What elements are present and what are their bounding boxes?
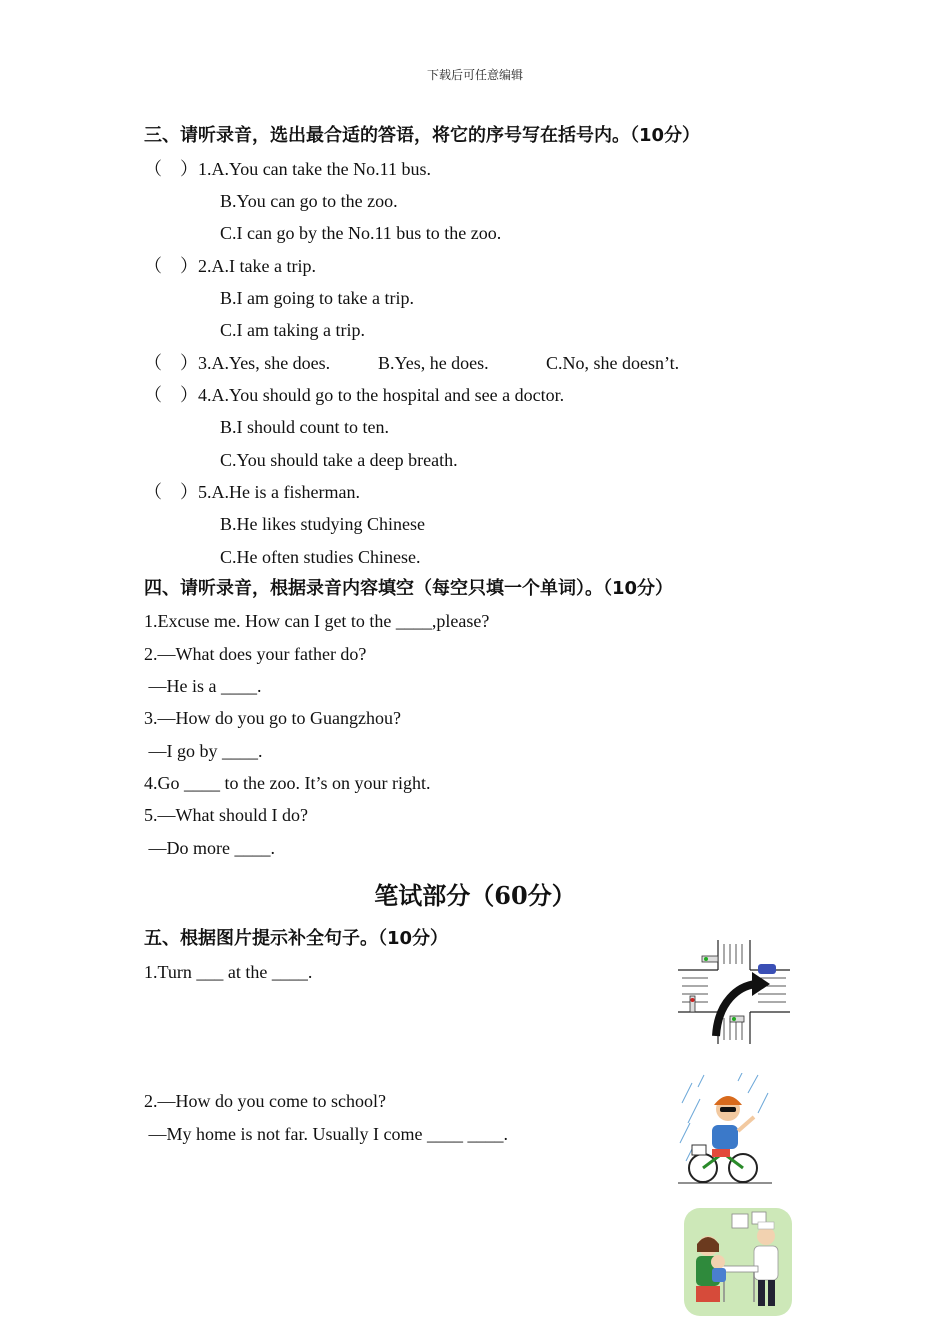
q3-option-a: （ ）3.A.Yes, she does.	[144, 353, 331, 373]
page-header-note: 下载后可任意编辑	[426, 68, 523, 82]
s4-line-1: 1.Excuse me. How can I get to the ____,please?	[144, 611, 490, 631]
written-part-title: 笔试部分（60分）	[374, 881, 576, 910]
s4-line-6: 4.Go ____ to the zoo. It’s on your right.	[144, 773, 431, 793]
q1-option-b: B.You can go to the zoo.	[220, 191, 398, 211]
doctor-with-patient-picture	[682, 1206, 794, 1318]
q5-option-b: B.He likes studying Chinese	[220, 514, 425, 534]
q2-option-c: C.I am taking a trip.	[220, 320, 365, 340]
q4-option-a: （ ）4.A.You should go to the hospital and see a doctor.	[144, 385, 565, 405]
section3-title: 三、请听录音，选出最合适的答语，将它的序号写在括号内。（10分）	[144, 125, 701, 146]
s4-line-5: —I go by ____.	[144, 741, 263, 761]
q3-option-c: C.No, she doesn’t.	[546, 353, 680, 373]
s4-line-3: —He is a ____.	[144, 676, 262, 696]
s5-line-1: 1.Turn ___ at the ____.	[144, 962, 313, 982]
q5-option-c: C.He often studies Chinese.	[220, 547, 421, 567]
s5-line-3: —My home is not far. Usually I come ____ ____.	[144, 1124, 508, 1144]
s4-line-4: 3.—How do you go to Guangzhou?	[144, 708, 401, 728]
s5-line-2: 2.—How do you come to school?	[144, 1091, 386, 1111]
q3-option-b: B.Yes, he does.	[378, 353, 489, 373]
s4-line-8: —Do more ____.	[144, 838, 275, 858]
section4-title: 四、请听录音，根据录音内容填空（每空只填一个单词）。（10分）	[144, 578, 674, 599]
q4-option-c: C.You should take a deep breath.	[220, 450, 458, 470]
crossroads-turn-right-picture	[678, 940, 790, 1044]
s4-line-7: 5.—What should I do?	[144, 805, 308, 825]
q1-option-a: （ ）1.A.You can take the No.11 bus.	[144, 159, 431, 179]
q2-option-a: （ ）2.A.I take a trip.	[144, 256, 316, 276]
boy-riding-bike-picture	[678, 1073, 772, 1185]
q5-option-a: （ ）5.A.He is a fisherman.	[144, 482, 360, 502]
q2-option-b: B.I am going to take a trip.	[220, 288, 414, 308]
section5-title: 五、根据图片提示补全句子。（10分）	[144, 928, 449, 949]
q4-option-b: B.I should count to ten.	[220, 417, 389, 437]
s4-line-2: 2.—What does your father do?	[144, 644, 367, 664]
q1-option-c: C.I can go by the No.11 bus to the zoo.	[220, 223, 502, 243]
